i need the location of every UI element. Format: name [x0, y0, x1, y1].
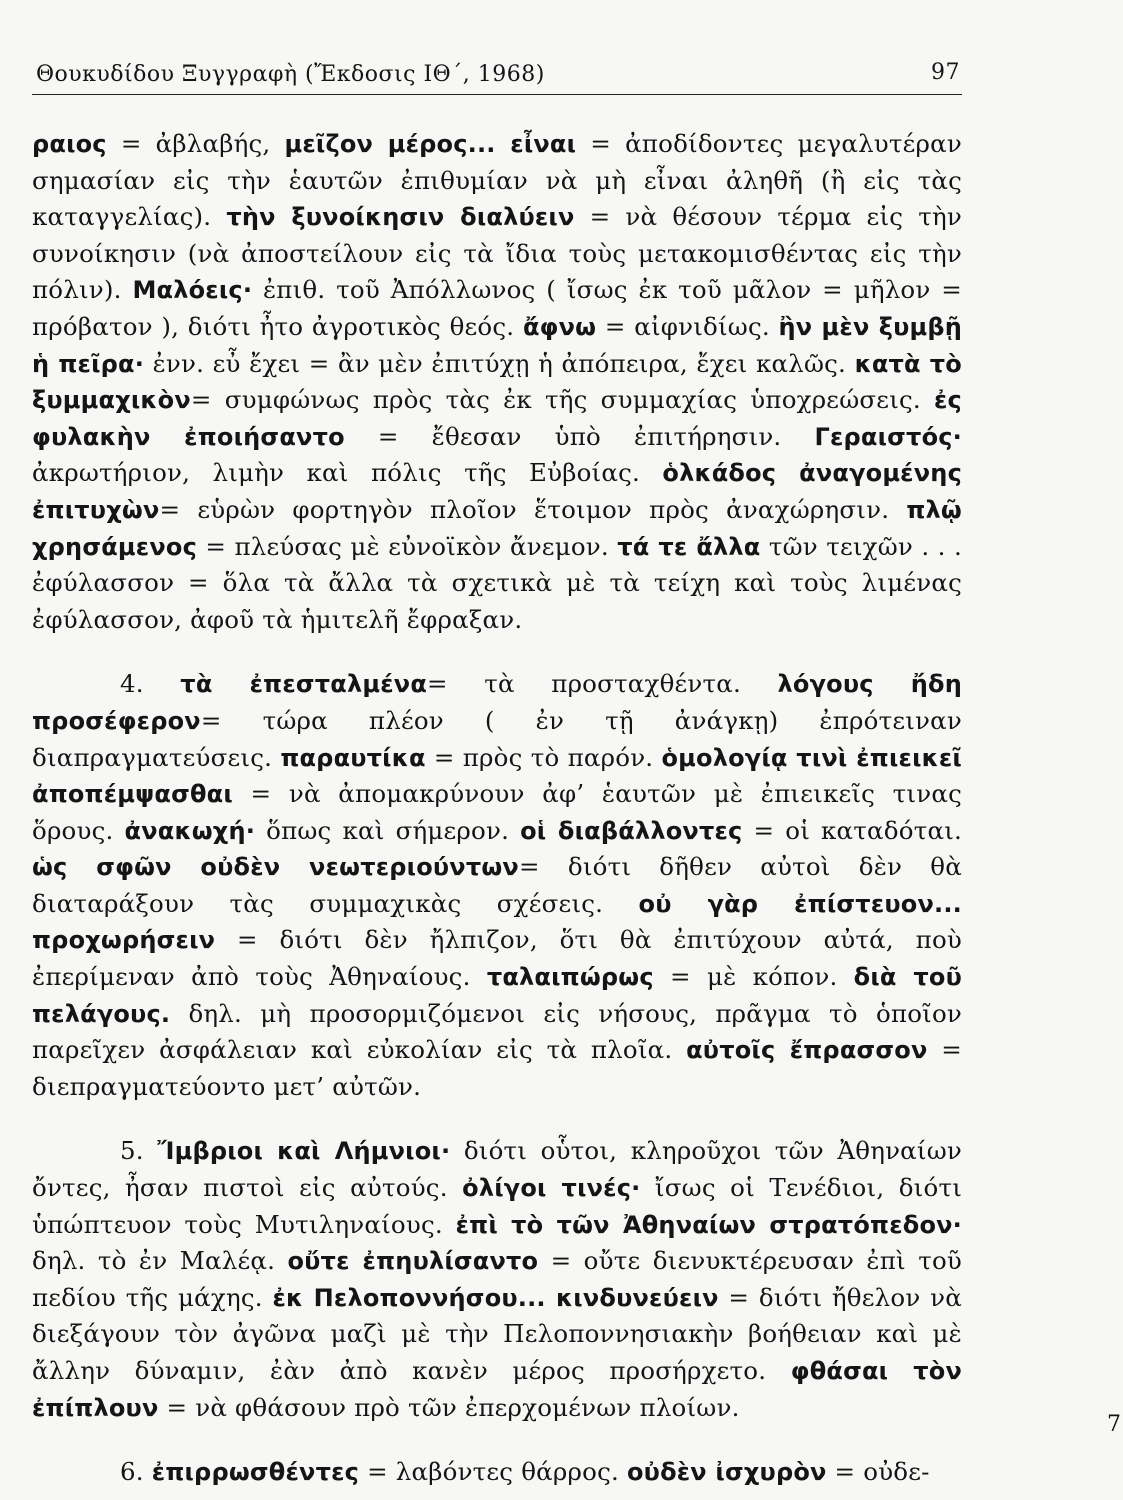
gloss: = νὰ θέσουν τέρμα εἰς τὴν συνοίκησιν (νὰ ἀποστείλουν εἰς τὰ ἴδια τοὺς μετακομισθέντας εἰς τὴν πόλιν). — [32, 202, 962, 305]
paragraph-section-4 — [32, 666, 962, 1105]
lemma: κατὰ τὸ ξυμμαχικὸν — [32, 349, 962, 415]
gloss: = ἀβλαβής, — [106, 129, 285, 158]
lemma: Γεραιστός· — [814, 422, 962, 451]
lemma: οὐ γὰρ ἐπίστευον... προχωρήσειν — [32, 889, 962, 955]
gloss: 4. — [120, 669, 181, 699]
gloss: = ἀποδίδοντες μεγαλυτέραν σημασίαν εἰς τὴν ἑαυτῶν ἐπιθυμίαν νὰ μὴ εἶναι ἀληθῆ (ἢ εἰς τὰς καταγγελίας). — [32, 129, 962, 232]
gloss: ἐνν. εὖ ἔχει = ἂν μὲν ἐπιτύχῃ ἡ ἀπόπειρα, ἔχει καλῶς. — [144, 348, 855, 378]
gloss: = λαβόντες θάρρος. — [359, 1457, 627, 1487]
lemma: μεῖζον μέρος... εἶναι — [284, 130, 577, 158]
gloss: = νὰ φθάσουν πρὸ τῶν ἐπερχομένων πλοίων. — [158, 1392, 740, 1422]
lemma: ὁλκάδος ἀναγομένης ἐπιτυχὼν — [32, 459, 962, 524]
lemma: ἢν μὲν ξυμβῇ ἡ πεῖρα· — [32, 312, 963, 378]
gloss: = οὐδε- — [826, 1457, 930, 1487]
lemma: τά τε ἄλλα — [617, 532, 761, 561]
gloss: 6. — [120, 1457, 152, 1487]
lemma: οὐδὲν ἰσχυρὸν — [626, 1458, 827, 1487]
paragraph-section-5 — [32, 1133, 962, 1426]
lemma: ἐς φυλακὴν ἐποιήσαντο — [32, 386, 962, 451]
lemma: φθάσαι τὸν ἐπίπλουν — [32, 1357, 962, 1422]
lemma: ἐπὶ τὸ τῶν Ἀθηναίων στρατόπεδον· — [455, 1210, 962, 1239]
gloss: = οἱ καταδόται. — [742, 815, 962, 845]
gloss: = διότι δὲν ἤλπιζον, ὅτι θὰ ἐπιτύχουν αὐτά, ποὺ ἐπερίμεναν ἀπὸ τοὺς Ἀθηναίους. — [32, 925, 962, 992]
lemma: ὁμολογίᾳ τινὶ ἐπιεικεῖ ἀποπέμψασθαι — [32, 743, 962, 809]
gloss: = πλεύσας μὲ εὐνοϊκὸν ἄνεμον. — [197, 531, 618, 561]
printer-signature-mark: 7 — [1107, 1412, 1121, 1437]
gloss: = οὔτε διενυκτέρευσαν ἐπὶ τοῦ πεδίου τῆς μάχης. — [32, 1246, 962, 1312]
gloss: ὅπως καὶ σήμερον. — [255, 815, 521, 845]
gloss: ἐπιθ. τοῦ Ἀπόλλωνος ( ἴσως ἐκ τοῦ μᾶλον = μῆλον = πρόβατον ), διότι ἦτο ἀγροτικὸς θεός. — [32, 275, 962, 341]
lemma: οἱ διαβάλλοντες — [520, 816, 743, 845]
page-number: 97 — [931, 60, 960, 85]
gloss: δηλ. τὸ ἐν Μαλέᾳ. — [32, 1246, 288, 1276]
gloss: = διότι ἤθελον νὰ διεξάγουν τὸν ἀγῶνα μαζὶ μὲ τὴν Πελοποννησιακὴν βοήθειαν καὶ μὲ ἄλλην δύναμιν, ἐὰν ἀπὸ κανὲν μέρος προσήρχετο. — [32, 1282, 963, 1385]
lemma: ἀνακωχή· — [124, 816, 256, 845]
gloss: = διότι δῆθεν αὐτοὶ δὲν θὰ διαταράξουν τὰς συμμαχικὰς σχέσεις. — [32, 852, 962, 918]
lemma: παραυτίκα — [280, 743, 426, 772]
lemma: Μαλόεις· — [132, 276, 253, 305]
lemma: λόγους ἤδη προσέφερον — [32, 670, 963, 735]
gloss: = τώρα πλέον ( ἐν τῇ ἀνάγκῃ) ἐπρότειναν διαπραγματεύσεις. — [32, 705, 962, 772]
lemma: διὰ τοῦ πελάγους. — [32, 963, 962, 1028]
gloss: δηλ. μὴ προσορμιζόμενοι εἰς νήσους, πρᾶγμα τὸ ὁποῖον παρεῖχεν ἀσφάλειαν καὶ εὐκολίαν εἰς τὰ πλοῖα. — [32, 998, 962, 1065]
paragraph-continuation — [32, 126, 962, 638]
gloss: = εὑρὼν φορτηγὸν πλοῖον ἕτοιμον πρὸς ἀναχώρησιν. — [159, 494, 907, 524]
lemma: ὡς σφῶν οὐδὲν νεωτεριούντων — [32, 853, 519, 882]
gloss: 5. — [120, 1136, 158, 1166]
gloss: ἀκρωτήριον, λιμὴν καὶ πόλις τῆς Εὐβοίας. — [32, 458, 663, 488]
commentary-body — [32, 126, 962, 1491]
lemma: Ἴμβριοι καὶ Λήμνιοι· — [157, 1137, 451, 1166]
lemma: τὴν ξυνοίκησιν διαλύειν — [226, 203, 575, 232]
gloss: = μὲ κόπον. — [653, 962, 854, 992]
gloss: διότι οὗτοι, κληροῦχοι τῶν Ἀθηναίων ὄντες, ἦσαν πιστοὶ εἰς αὐτούς. — [32, 1136, 962, 1203]
lemma: ὀλίγοι τινές· — [462, 1174, 641, 1203]
lemma: ραιος — [32, 130, 107, 158]
lemma: ἐκ Πελοποννήσου... κινδυνεύειν — [272, 1283, 719, 1312]
gloss: = ἔθεσαν ὑπὸ ἐπιτήρησιν. — [344, 421, 815, 451]
gloss: τῶν τειχῶν . . . ἐφύλασσον = ὅλα τὰ ἄλλα τὰ σχετικὰ μὲ τὰ τείχη καὶ τοὺς λιμένας ἐφύλασσον, ἀφοῦ τὰ ἡμιτελῆ ἔφραξαν. — [32, 531, 963, 634]
paragraph-section-6 — [32, 1454, 962, 1491]
lemma: οὔτε ἐπηυλίσαντο — [287, 1247, 539, 1276]
gloss: = συμφώνως πρὸς τὰς ἐκ τῆς συμμαχίας ὑποχρεώσεις. — [190, 385, 934, 415]
gloss: = αἰφνιδίως. — [596, 311, 779, 341]
gloss: ἴσως οἱ Τενέδιοι, διότι ὑπώπτευον τοὺς Μυτιληναίους. — [32, 1173, 963, 1239]
lemma: αὐτοῖς ἔπρασσον — [686, 1036, 928, 1065]
gloss: = νὰ ἀπομακρύνουν ἀφ’ ἑαυτῶν μὲ ἐπιεικεῖς τινας ὅρους. — [32, 779, 962, 845]
lemma: τὰ ἐπεσταλμένα — [180, 670, 428, 699]
lemma: ἐπιρρωσθέντες — [151, 1458, 360, 1487]
running-header — [32, 60, 962, 95]
gloss: = πρὸς τὸ παρόν. — [425, 742, 662, 772]
gloss: = διεπραγματεύοντο μετ’ αὐτῶν. — [32, 1035, 962, 1101]
lemma: πλῷ χρησάμενος — [32, 495, 962, 561]
gloss: = τὰ προσταχθέντα. — [427, 669, 778, 699]
lemma: ταλαιπώρως — [486, 963, 654, 992]
lemma: ἄφνω — [522, 312, 597, 341]
running-title: Θουκυδίδου Ξυγγραφὴ (Ἔκδοσις ΙΘ΄, 1968) — [36, 62, 545, 87]
